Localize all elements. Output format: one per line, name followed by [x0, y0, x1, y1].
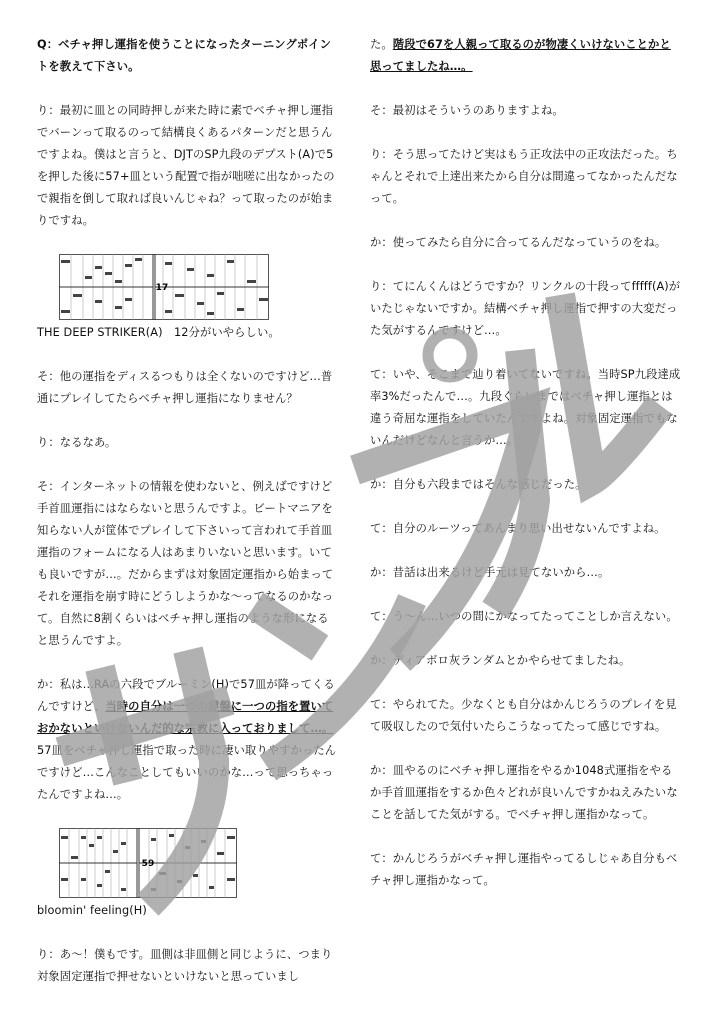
- paragraph: か：皿やるのにベチャ押し運指をやるか1048式運指をやるか手首皿運指をするか色々どれが良いんですかねえみたいなことを話してた気がする。でベチャ押し運指かなって。: [370, 764, 678, 821]
- paragraph: か：昔話は出来るけど手元は見てないから…。: [370, 566, 610, 579]
- paragraph: て：やられてた。少なくとも自分はかんじろうのプレイを見て吸収したので気付いたらこうなってたって感じですね。: [370, 698, 677, 733]
- chart-caption: bloomin' feeling(H): [37, 904, 147, 917]
- paragraph: て：かんじろうがベチャ押し運指やってるしじゃあ自分もベチャ押し運指かなって。: [370, 852, 678, 887]
- left-column: [37, 34, 337, 1010]
- paragraph: そ：最初はそういうのありますよね。: [370, 104, 564, 117]
- chart-caption: THE DEEP STRIKER(A) 12分がいやらしい。: [37, 326, 280, 339]
- chart-measure-number: 59: [141, 859, 155, 869]
- paragraph: り：てにんくんはどうですか？リンクルの十段ってfffff(A)がいたじゃないですか。結構ベチャ押し運指で押すの大変だった気がするんですけど…。: [370, 280, 681, 337]
- paragraph: [37, 674, 337, 806]
- paragraph: そ：インターネットの情報を使わないと、例えばですけど手首皿運指にはならないと思うんですよ。ビートマニアを知らない人が筐体でプレイして下さいって言われて手首皿運指のフォームになる人はあまりいないと思います。いても良いですが…。だからまずは対象固定運指から始まってそれを運指を崩す時にどうしようかな～ってなるのかなって。自然に8割くらいはベチャ押し運指のような形になると思うんですよ。: [37, 480, 334, 647]
- paragraph: て：いや、そこまで辿り着いてないですね。当時SP九段達成率3%だったんで…。九段ぐらいまではベチャ押し運指とは違う奇屈な運指をしていたんですよね。対象固定運指でもないんだけどなんと言うか…。: [370, 368, 681, 447]
- emphasis-text: 当時の自分は一つの鍵盤に一つの指を置いておかないといけないんだ的な宗教に入っておりまして…。: [37, 700, 334, 735]
- paragraph-text: か：私は…RAの六段でブルーミン(H)で57皿が降ってくるんですけど、: [37, 678, 335, 713]
- paragraph-text: 57皿をベチャ押し運指で取った時に凄い取りやすかったんですけど…こんなことしてもいいのかな…って思っちゃったんですよね…。: [37, 744, 337, 801]
- paragraph: り：なるなあ。: [37, 436, 117, 449]
- paragraph: て：自分のルーツってあんまり思い出せないんですよね。: [370, 522, 666, 535]
- chart-measure-number: 17: [155, 283, 169, 293]
- question-heading: Q：ベチャ押し運指を使うことになったターニングポイントを教えて下さい。: [37, 38, 332, 73]
- paragraph: り：最初に皿との同時押しが来た時に素でベチャ押し運指でバーンって取るのって結構良くあるパターンだと思うんですよね。僕はと言うと、DJTのSP九段のデプスト(A)で5を押した後に57+皿という配置で指が咄嗟に出なかったので親指を倒して取れば良いんじゃね？って取ったのが始まりですね。: [37, 104, 335, 227]
- chart-deep-striker: [59, 254, 269, 320]
- paragraph: [370, 34, 682, 78]
- paragraph: り：そう思ってたけど実はもう正攻法中の正攻法だった。ちゃんとそれで上達出来たから自分は間違ってなかったんだなって。: [370, 148, 678, 205]
- chart-bloomin-feeling: [59, 828, 237, 898]
- paragraph: り：あ～！僕もです。皿側は非皿側と同じように、つまり対象固定運指で押せないといけないと思っていまし: [37, 948, 333, 983]
- paragraph-text: た。: [370, 38, 393, 51]
- paragraph: か：使ってみたら自分に合ってるんだなっていうのをね。: [370, 236, 667, 249]
- paragraph: か：ディアボロ灰ランダムとかやらせてましたね。: [370, 654, 631, 667]
- emphasis-text: 階段で67を人親って取るのが物凄くいけないことかと思ってましたね…。: [370, 38, 671, 73]
- paragraph: そ：他の運指をディスるつもりは全くないのですけど…普通にプレイしてたらベチャ押し運指になりません？: [37, 370, 333, 405]
- right-column: [370, 34, 682, 914]
- paragraph: て：う～ん…いつの間にかなってたってことしか言えない。: [370, 610, 678, 623]
- paragraph: か：自分も六段まではそんな感じだった。: [370, 478, 587, 491]
